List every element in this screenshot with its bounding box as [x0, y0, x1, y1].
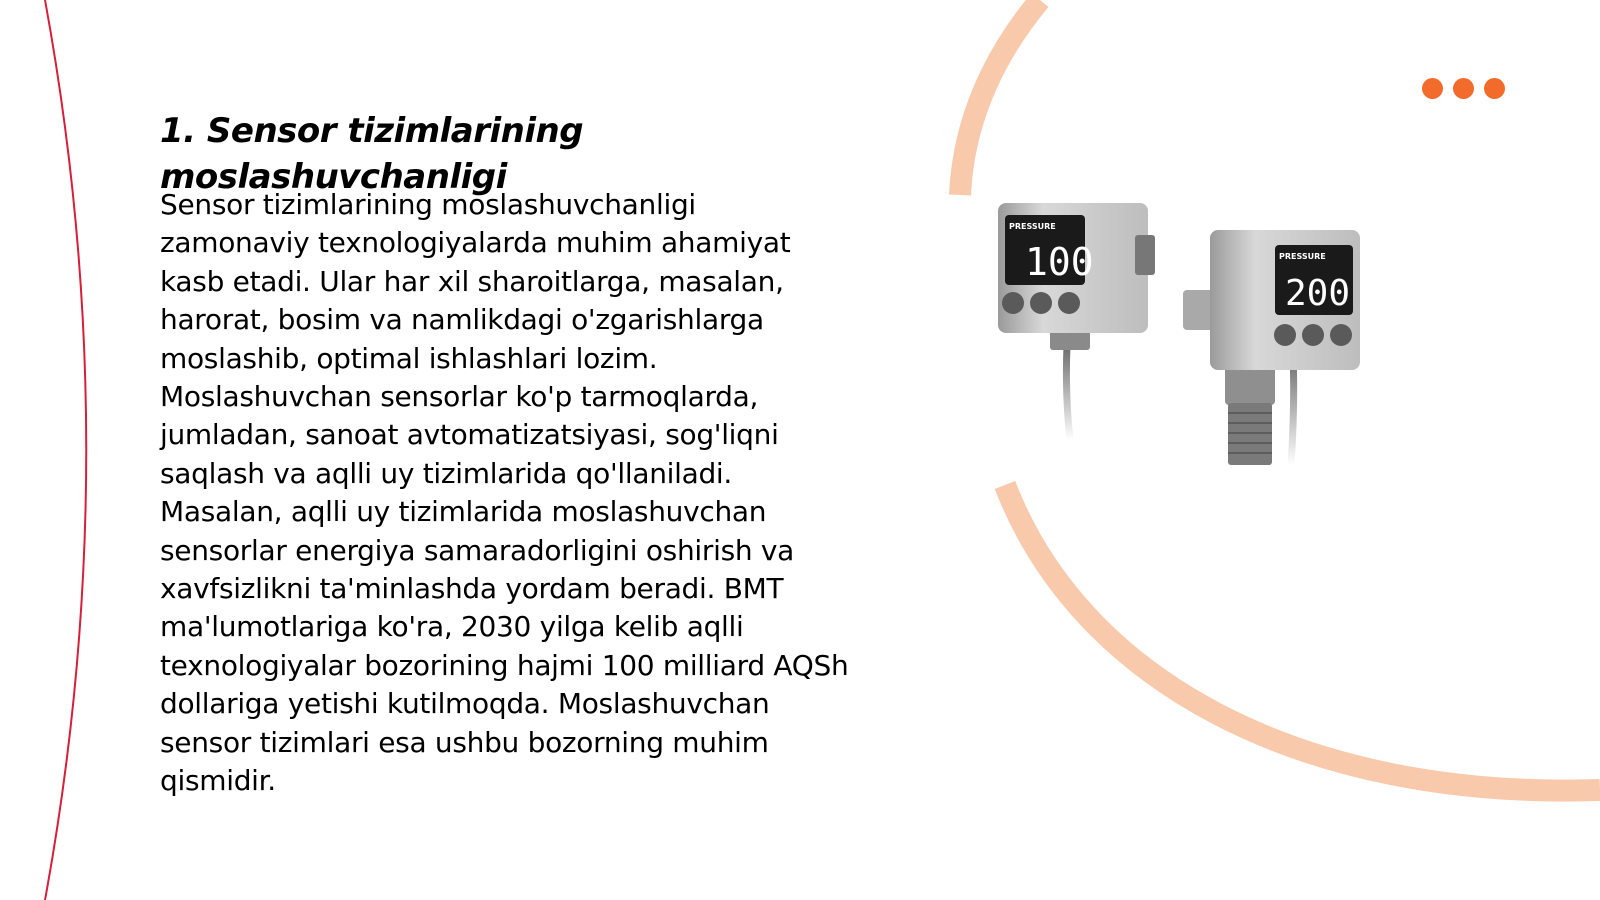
dot-icon [1422, 78, 1443, 99]
right-sensor [1183, 230, 1360, 465]
left-sensor-label: PRESSURE [1009, 222, 1056, 231]
pressure-sensors-image [995, 195, 1395, 480]
dot-icon [1484, 78, 1505, 99]
dot-icon [1453, 78, 1474, 99]
right-sensor-display: 200 [1285, 273, 1351, 314]
slide-title: 1. Sensor tizimlarining moslashuvchanligi [160, 111, 584, 197]
right-sensor-label: PRESSURE [1279, 252, 1326, 261]
slide-body-text: Sensor tizimlarining moslashuvchanligi zamonaviy texnologiyalarda muhim ahamiyat kasb etadi. Ular har xil sharoitlarga, masalan, harorat, bosim va namlikdagi o'zgarishlarga moslashib, optimal ishlashlari lozim. Moslashuvchan sensorlar ko'p tarmoqlarda, jumladan, sanoat avtomatizatsiyasi, sog'liqni saqlash va aqlli uy tizimlarida qo'llaniladi. Masalan, aqlli uy tizimlarida moslashuvchan sensorlar energiya samaradorligini oshirish va xavfsizlikni ta'minlashda yordam beradi. BMT ma'lumotlariga ko'ra, 2030 yilga kelib aqlli texnologiyalar bozorining hajmi 100 milliard AQSh dollariga yetishi kutilmoqda. Moslashuvchan sensor tizimlari esa ushbu bozorning muhim qismidir. [160, 188, 849, 798]
left-sensor [998, 203, 1155, 440]
left-sensor-display: 100 [1025, 240, 1094, 284]
three-dots-decoration [1422, 78, 1505, 99]
